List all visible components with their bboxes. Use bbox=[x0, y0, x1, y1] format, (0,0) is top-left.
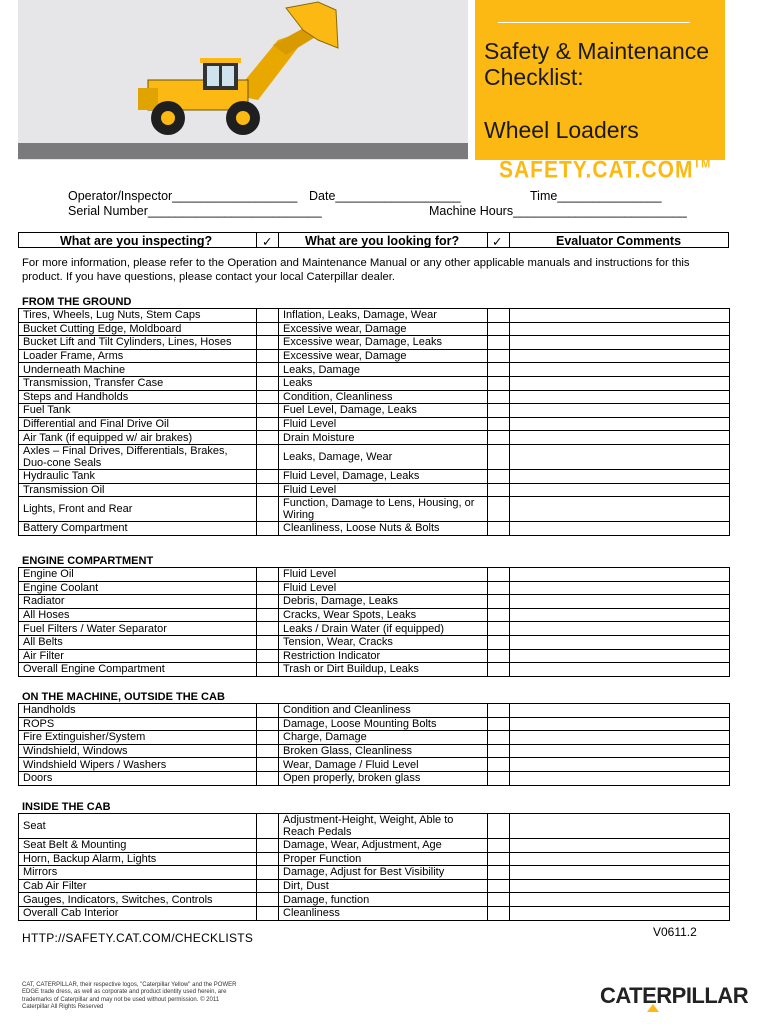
section-title: ENGINE COMPARTMENT bbox=[22, 555, 154, 567]
looking-for-cell: Leaks / Drain Water (if equipped) bbox=[279, 622, 488, 636]
comments-cell[interactable] bbox=[510, 363, 730, 377]
table-row bbox=[19, 906, 730, 920]
looking-for-cell: Damage, Loose Mounting Bolts bbox=[279, 717, 488, 731]
table-row bbox=[19, 717, 730, 731]
looking-for-cell: Leaks, Damage, Wear bbox=[279, 444, 488, 469]
check-cell-2[interactable] bbox=[488, 404, 510, 418]
inspect-item-cell: Doors bbox=[19, 771, 257, 785]
col-check-1: ✓ bbox=[262, 235, 273, 249]
looking-for-cell: Fluid Level, Damage, Leaks bbox=[279, 469, 488, 483]
comments-cell[interactable] bbox=[510, 879, 730, 893]
comments-cell[interactable] bbox=[510, 595, 730, 609]
inspect-item-cell: Horn, Backup Alarm, Lights bbox=[19, 852, 257, 866]
comments-cell[interactable] bbox=[510, 581, 730, 595]
header-gray-bar bbox=[18, 143, 468, 159]
check-cell-2[interactable] bbox=[488, 744, 510, 758]
table-row bbox=[19, 866, 730, 880]
check-cell-1[interactable] bbox=[257, 522, 279, 536]
check-cell-1[interactable] bbox=[257, 595, 279, 609]
comments-cell[interactable] bbox=[510, 704, 730, 718]
looking-for-cell: Trash or Dirt Buildup, Leaks bbox=[279, 663, 488, 677]
check-cell-2[interactable] bbox=[488, 376, 510, 390]
check-cell-2[interactable] bbox=[488, 893, 510, 907]
comments-cell[interactable] bbox=[510, 663, 730, 677]
check-cell-2[interactable] bbox=[488, 322, 510, 336]
trademark-mark: TM bbox=[693, 157, 712, 171]
looking-for-cell: Damage, Wear, Adjustment, Age bbox=[279, 839, 488, 853]
comments-cell[interactable] bbox=[510, 771, 730, 785]
looking-for-cell: Proper Function bbox=[279, 852, 488, 866]
comments-cell[interactable] bbox=[510, 839, 730, 853]
looking-for-cell: Open properly, broken glass bbox=[279, 771, 488, 785]
inspect-item-cell: Overall Engine Compartment bbox=[19, 663, 257, 677]
looking-for-cell: Drain Moisture bbox=[279, 431, 488, 445]
check-cell-2[interactable] bbox=[488, 622, 510, 636]
inspect-item-cell: Transmission Oil bbox=[19, 483, 257, 497]
check-cell-2[interactable] bbox=[488, 866, 510, 880]
check-cell-2[interactable] bbox=[488, 852, 510, 866]
check-cell-1[interactable] bbox=[257, 771, 279, 785]
comments-cell[interactable] bbox=[510, 522, 730, 536]
check-cell-1[interactable] bbox=[257, 852, 279, 866]
check-cell-1[interactable] bbox=[257, 608, 279, 622]
title-line-2: Checklist: bbox=[484, 64, 584, 90]
safety-brand-text: SAFETY.CAT.COM bbox=[499, 157, 694, 184]
looking-for-cell: Damage, function bbox=[279, 893, 488, 907]
looking-for-cell: Debris, Damage, Leaks bbox=[279, 595, 488, 609]
inspect-item-cell: Overall Cab Interior bbox=[19, 906, 257, 920]
table-row bbox=[19, 390, 730, 404]
inspect-item-cell: Fire Extinguisher/System bbox=[19, 731, 257, 745]
col-check-2: ✓ bbox=[492, 235, 503, 249]
checklist-table-outside-cab bbox=[18, 703, 730, 786]
inspect-item-cell: Bucket Lift and Tilt Cylinders, Lines, Hoses bbox=[19, 336, 257, 350]
looking-for-cell: Charge, Damage bbox=[279, 731, 488, 745]
col-evaluator-comments: Evaluator Comments bbox=[556, 234, 682, 248]
caterpillar-logo: CATERPILLAR bbox=[600, 983, 749, 1008]
check-cell-1[interactable] bbox=[257, 704, 279, 718]
looking-for-cell: Broken Glass, Cleanliness bbox=[279, 744, 488, 758]
table-row bbox=[19, 595, 730, 609]
table-row bbox=[19, 483, 730, 497]
check-cell-1[interactable] bbox=[257, 568, 279, 582]
inspect-item-cell: ROPS bbox=[19, 717, 257, 731]
table-row bbox=[19, 771, 730, 785]
looking-for-cell: Dirt, Dust bbox=[279, 879, 488, 893]
check-cell-2[interactable] bbox=[488, 635, 510, 649]
check-cell-1[interactable] bbox=[257, 469, 279, 483]
check-cell-1[interactable] bbox=[257, 349, 279, 363]
check-cell-1[interactable] bbox=[257, 839, 279, 853]
table-row bbox=[19, 704, 730, 718]
table-row bbox=[19, 497, 730, 522]
check-cell-2[interactable] bbox=[488, 704, 510, 718]
inspect-item-cell: Engine Coolant bbox=[19, 581, 257, 595]
check-cell-1[interactable] bbox=[257, 906, 279, 920]
col-looking-for: What are you looking for? bbox=[305, 234, 460, 248]
check-cell-2[interactable] bbox=[488, 363, 510, 377]
looking-for-cell: Cleanliness bbox=[279, 906, 488, 920]
table-row bbox=[19, 444, 730, 469]
check-cell-2[interactable] bbox=[488, 309, 510, 323]
table-row bbox=[19, 731, 730, 745]
table-row bbox=[19, 417, 730, 431]
inspect-item-cell: Engine Oil bbox=[19, 568, 257, 582]
table-row bbox=[19, 758, 730, 772]
check-cell-2[interactable] bbox=[488, 522, 510, 536]
check-cell-1[interactable] bbox=[257, 390, 279, 404]
check-cell-2[interactable] bbox=[488, 417, 510, 431]
comments-cell[interactable] bbox=[510, 497, 730, 522]
comments-cell[interactable] bbox=[510, 417, 730, 431]
check-cell-2[interactable] bbox=[488, 595, 510, 609]
check-cell-2[interactable] bbox=[488, 336, 510, 350]
page-title bbox=[484, 38, 709, 90]
inspect-item-cell: Windshield Wipers / Washers bbox=[19, 758, 257, 772]
check-cell-2[interactable] bbox=[488, 879, 510, 893]
comments-cell[interactable] bbox=[510, 608, 730, 622]
check-cell-1[interactable] bbox=[257, 322, 279, 336]
comments-cell[interactable] bbox=[510, 336, 730, 350]
page-subtitle: Wheel Loaders bbox=[484, 117, 639, 143]
table-row bbox=[19, 879, 730, 893]
inspect-item-cell: Lights, Front and Rear bbox=[19, 497, 257, 522]
check-cell-2[interactable] bbox=[488, 431, 510, 445]
comments-cell[interactable] bbox=[510, 390, 730, 404]
check-cell-2[interactable] bbox=[488, 663, 510, 677]
comments-cell[interactable] bbox=[510, 814, 730, 839]
looking-for-cell: Fluid Level bbox=[279, 581, 488, 595]
col-divider bbox=[487, 233, 488, 248]
check-cell-1[interactable] bbox=[257, 363, 279, 377]
table-row bbox=[19, 431, 730, 445]
looking-for-cell: Tension, Wear, Cracks bbox=[279, 635, 488, 649]
inspect-item-cell: Air Tank (if equipped w/ air brakes) bbox=[19, 431, 257, 445]
table-row bbox=[19, 852, 730, 866]
inspect-item-cell: All Hoses bbox=[19, 608, 257, 622]
looking-for-cell: Fluid Level bbox=[279, 483, 488, 497]
check-cell-1[interactable] bbox=[257, 758, 279, 772]
looking-for-cell: Excessive wear, Damage bbox=[279, 349, 488, 363]
check-cell-2[interactable] bbox=[488, 649, 510, 663]
check-cell-1[interactable] bbox=[257, 622, 279, 636]
comments-cell[interactable] bbox=[510, 349, 730, 363]
comments-cell[interactable] bbox=[510, 444, 730, 469]
date-field[interactable]: Date__________________ bbox=[309, 189, 461, 203]
section-title: INSIDE THE CAB bbox=[22, 801, 111, 813]
check-cell-2[interactable] bbox=[488, 390, 510, 404]
inspect-item-cell: Handholds bbox=[19, 704, 257, 718]
comments-cell[interactable] bbox=[510, 758, 730, 772]
inspect-item-cell: Seat Belt & Mounting bbox=[19, 839, 257, 853]
check-cell-1[interactable] bbox=[257, 581, 279, 595]
comments-cell[interactable] bbox=[510, 866, 730, 880]
col-what-inspecting: What are you inspecting? bbox=[60, 234, 213, 248]
caterpillar-logo-triangle bbox=[647, 1004, 659, 1012]
check-cell-1[interactable] bbox=[257, 483, 279, 497]
table-row bbox=[19, 336, 730, 350]
inspect-item-cell: Transmission, Transfer Case bbox=[19, 376, 257, 390]
check-cell-2[interactable] bbox=[488, 717, 510, 731]
comments-cell[interactable] bbox=[510, 717, 730, 731]
version-number: V0611.2 bbox=[653, 925, 697, 939]
looking-for-cell: Leaks bbox=[279, 376, 488, 390]
table-row bbox=[19, 663, 730, 677]
inspect-item-cell: Bucket Cutting Edge, Moldboard bbox=[19, 322, 257, 336]
comments-cell[interactable] bbox=[510, 893, 730, 907]
comments-cell[interactable] bbox=[510, 649, 730, 663]
table-row bbox=[19, 522, 730, 536]
comments-cell[interactable] bbox=[510, 635, 730, 649]
inspect-item-cell: Underneath Machine bbox=[19, 363, 257, 377]
check-cell-2[interactable] bbox=[488, 608, 510, 622]
operator-field[interactable]: Operator/Inspector__________________ bbox=[68, 189, 298, 203]
table-row bbox=[19, 608, 730, 622]
section-title: FROM THE GROUND bbox=[22, 296, 132, 308]
table-row bbox=[19, 622, 730, 636]
check-cell-1[interactable] bbox=[257, 309, 279, 323]
looking-for-cell: Wear, Damage / Fluid Level bbox=[279, 758, 488, 772]
checklist-table-inside-cab bbox=[18, 813, 730, 921]
looking-for-cell: Excessive wear, Damage bbox=[279, 322, 488, 336]
wheel-loader-illustration bbox=[18, 0, 468, 160]
inspect-item-cell: Radiator bbox=[19, 595, 257, 609]
comments-cell[interactable] bbox=[510, 744, 730, 758]
check-cell-2[interactable] bbox=[488, 444, 510, 469]
check-cell-1[interactable] bbox=[257, 717, 279, 731]
table-row bbox=[19, 322, 730, 336]
check-cell-1[interactable] bbox=[257, 731, 279, 745]
col-divider bbox=[509, 233, 510, 248]
comments-cell[interactable] bbox=[510, 852, 730, 866]
serial-number-field[interactable]: Serial Number_________________________ bbox=[68, 204, 322, 218]
check-cell-1[interactable] bbox=[257, 497, 279, 522]
section-title: ON THE MACHINE, OUTSIDE THE CAB bbox=[22, 691, 225, 703]
looking-for-cell: Fuel Level, Damage, Leaks bbox=[279, 404, 488, 418]
check-cell-2[interactable] bbox=[488, 469, 510, 483]
table-row bbox=[19, 744, 730, 758]
check-cell-2[interactable] bbox=[488, 758, 510, 772]
looking-for-cell: Function, Damage to Lens, Housing, or Wiring bbox=[279, 497, 488, 522]
table-row bbox=[19, 309, 730, 323]
col-divider bbox=[256, 233, 257, 248]
intro-text: For more information, please refer to the Operation and Maintenance Manual or any other applicable manuals and instructions for this product. If you have questions, please contact your local Caterpillar dealer. bbox=[22, 257, 690, 283]
table-row bbox=[19, 404, 730, 418]
inspect-item-cell: Axles – Final Drives, Differentials, Brakes, Duo-cone Seals bbox=[19, 444, 257, 469]
inspect-item-cell: Windshield, Windows bbox=[19, 744, 257, 758]
comments-cell[interactable] bbox=[510, 404, 730, 418]
looking-for-cell: Inflation, Leaks, Damage, Wear bbox=[279, 309, 488, 323]
check-cell-1[interactable] bbox=[257, 663, 279, 677]
checklist-table-ground bbox=[18, 308, 730, 536]
table-row bbox=[19, 349, 730, 363]
comments-cell[interactable] bbox=[510, 568, 730, 582]
check-cell-2[interactable] bbox=[488, 814, 510, 839]
header-divider bbox=[498, 22, 690, 23]
check-cell-2[interactable] bbox=[488, 581, 510, 595]
check-cell-1[interactable] bbox=[257, 444, 279, 469]
check-cell-1[interactable] bbox=[257, 336, 279, 350]
inspect-item-cell: Mirrors bbox=[19, 866, 257, 880]
table-row bbox=[19, 839, 730, 853]
looking-for-cell: Damage, Adjust for Best Visibility bbox=[279, 866, 488, 880]
inspect-item-cell: Fuel Filters / Water Separator bbox=[19, 622, 257, 636]
table-row bbox=[19, 469, 730, 483]
check-cell-1[interactable] bbox=[257, 649, 279, 663]
comments-cell[interactable] bbox=[510, 376, 730, 390]
inspect-item-cell: Air Filter bbox=[19, 649, 257, 663]
inspect-item-cell: Cab Air Filter bbox=[19, 879, 257, 893]
table-row bbox=[19, 581, 730, 595]
looking-for-cell: Condition and Cleanliness bbox=[279, 704, 488, 718]
safety-brand bbox=[499, 157, 711, 185]
inspect-item-cell: All Belts bbox=[19, 635, 257, 649]
comments-cell[interactable] bbox=[510, 622, 730, 636]
check-cell-1[interactable] bbox=[257, 879, 279, 893]
looking-for-cell: Restriction Indicator bbox=[279, 649, 488, 663]
inspect-item-cell: Hydraulic Tank bbox=[19, 469, 257, 483]
check-cell-1[interactable] bbox=[257, 404, 279, 418]
check-cell-2[interactable] bbox=[488, 731, 510, 745]
table-row bbox=[19, 814, 730, 839]
comments-cell[interactable] bbox=[510, 469, 730, 483]
check-cell-2[interactable] bbox=[488, 771, 510, 785]
table-row bbox=[19, 635, 730, 649]
inspect-item-cell: Steps and Handholds bbox=[19, 390, 257, 404]
comments-cell[interactable] bbox=[510, 309, 730, 323]
inspect-item-cell: Gauges, Indicators, Switches, Controls bbox=[19, 893, 257, 907]
check-cell-2[interactable] bbox=[488, 349, 510, 363]
check-cell-1[interactable] bbox=[257, 376, 279, 390]
looking-for-cell: Leaks, Damage bbox=[279, 363, 488, 377]
check-cell-2[interactable] bbox=[488, 839, 510, 853]
check-cell-1[interactable] bbox=[257, 417, 279, 431]
comments-cell[interactable] bbox=[510, 731, 730, 745]
check-cell-1[interactable] bbox=[257, 814, 279, 839]
looking-for-cell: Cracks, Wear Spots, Leaks bbox=[279, 608, 488, 622]
check-cell-1[interactable] bbox=[257, 893, 279, 907]
check-cell-1[interactable] bbox=[257, 866, 279, 880]
check-cell-2[interactable] bbox=[488, 497, 510, 522]
inspect-item-cell: Seat bbox=[19, 814, 257, 839]
inspect-item-cell: Battery Compartment bbox=[19, 522, 257, 536]
comments-cell[interactable] bbox=[510, 431, 730, 445]
table-row bbox=[19, 363, 730, 377]
table-row bbox=[19, 649, 730, 663]
looking-for-cell: Adjustment-Height, Weight, Able to Reach Pedals bbox=[279, 814, 488, 839]
comments-cell[interactable] bbox=[510, 906, 730, 920]
header-machine-image bbox=[18, 0, 468, 160]
col-divider bbox=[278, 233, 279, 248]
inspect-item-cell: Differential and Final Drive Oil bbox=[19, 417, 257, 431]
checklist-table-engine bbox=[18, 567, 730, 677]
table-row bbox=[19, 568, 730, 582]
check-cell-2[interactable] bbox=[488, 906, 510, 920]
check-cell-1[interactable] bbox=[257, 744, 279, 758]
looking-for-cell: Excessive wear, Damage, Leaks bbox=[279, 336, 488, 350]
checklists-link[interactable]: HTTP://SAFETY.CAT.COM/CHECKLISTS bbox=[22, 931, 254, 945]
looking-for-cell: Fluid Level bbox=[279, 417, 488, 431]
machine-hours-field[interactable]: Machine Hours_________________________ bbox=[429, 204, 687, 218]
table-row bbox=[19, 376, 730, 390]
check-cell-1[interactable] bbox=[257, 431, 279, 445]
inspect-item-cell: Loader Frame, Arms bbox=[19, 349, 257, 363]
looking-for-cell: Fluid Level bbox=[279, 568, 488, 582]
legal-notice: CAT, CATERPILLAR, their respective logos, "Caterpillar Yellow" and the POWER EDGE trade dress, as well as corporate and product identity used herein, are trademarks of Caterpillar and may not be used without permission. © 2011 Caterpillar All Rights Reserved bbox=[22, 982, 237, 1010]
inspect-item-cell: Fuel Tank bbox=[19, 404, 257, 418]
comments-cell[interactable] bbox=[510, 483, 730, 497]
column-header-row bbox=[18, 232, 729, 248]
looking-for-cell: Cleanliness, Loose Nuts & Bolts bbox=[279, 522, 488, 536]
comments-cell[interactable] bbox=[510, 322, 730, 336]
table-row bbox=[19, 893, 730, 907]
inspect-item-cell: Tires, Wheels, Lug Nuts, Stem Caps bbox=[19, 309, 257, 323]
looking-for-cell: Condition, Cleanliness bbox=[279, 390, 488, 404]
time-field[interactable]: Time_______________ bbox=[530, 189, 662, 203]
title-line-1: Safety & Maintenance bbox=[484, 38, 710, 64]
check-cell-2[interactable] bbox=[488, 568, 510, 582]
check-cell-2[interactable] bbox=[488, 483, 510, 497]
check-cell-1[interactable] bbox=[257, 635, 279, 649]
